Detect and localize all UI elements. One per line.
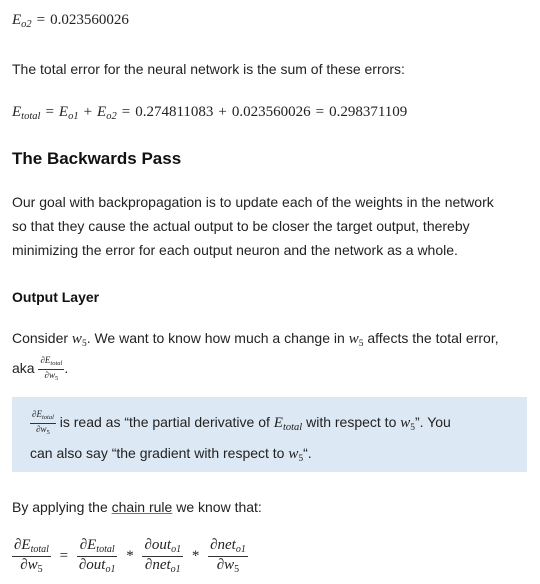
paragraph-line: minimizing the error for each output neuron and the network as a whole.	[12, 242, 458, 258]
math-var: $w_5$	[400, 415, 416, 433]
eq-value: 0.023560026	[50, 12, 129, 28]
fraction-dnet-o1-dw5: $\frac{\partial net_{o1}}{\partial w_5}$	[210, 537, 246, 575]
fraction-de-dw5: $\frac{\partial E_{total}}{\partial w_5}$	[40, 355, 63, 382]
note-callout	[12, 397, 527, 472]
fraction-de-total-dout-o1: $\frac{\partial E_{total}}{\partial out_{o1}}$	[78, 537, 116, 575]
fraction-de-total-dw5: $\frac{\partial E_{total}}{\partial w_5}$	[14, 537, 49, 575]
heading-output-layer: Output Layer	[12, 289, 100, 305]
times-sign: *	[126, 547, 134, 564]
eq-term: E	[97, 104, 107, 120]
eq-var: E	[12, 104, 22, 120]
text-span: we know that:	[172, 499, 262, 515]
eq-result: 0.298371109	[329, 104, 408, 120]
math-var: $w_5$	[71, 331, 87, 349]
eq-var-sub: total	[21, 111, 41, 122]
text-span: affects the total error,	[363, 330, 499, 346]
eq-var: E	[12, 12, 22, 28]
text-span: .	[64, 360, 69, 376]
text-span: aka	[12, 360, 39, 376]
eq-var-sub: o2	[21, 19, 32, 30]
math-var: $E_{total}$	[273, 415, 303, 433]
fraction-de-dw5: $\frac{\partial E_{total}}{\partial w_5}$	[32, 409, 54, 436]
math-var: $w_5$	[348, 331, 364, 349]
equation-e-total: $E_{total} = E_{o1} + E_{o2} = 0.274811083 + 0.023560026 = 0.298371109$	[12, 104, 408, 122]
paragraph-chain-rule	[12, 495, 528, 519]
chain-rule-link[interactable]: chain rule	[111, 499, 173, 515]
text-span: . We want to know how much a change in	[86, 330, 349, 346]
eq-value: 0.274811083	[135, 104, 214, 120]
paragraph-line: Our goal with backpropagation is to update each of the weights in the network	[12, 194, 494, 210]
math-var: $w_5$	[288, 446, 304, 464]
equals-sign: =	[59, 547, 69, 564]
paragraph-consider	[12, 326, 528, 382]
text-span: Consider	[12, 330, 72, 346]
note-text: $\frac{\partial E_{total}}{\partial w_5}$ is read as “the partial derivative of $E_{total}$ with respect to $w_5$”. You can also say “the gradient with respect to $w_5“$.	[30, 409, 451, 464]
eq-term-sub: o1	[68, 111, 79, 122]
eq-term-sub: o2	[106, 111, 117, 122]
fraction-dout-o1-dnet-o1: $\frac{\partial out_{o1}}{\partial net_{o1}}$	[144, 537, 182, 575]
eq-term: E	[58, 104, 69, 120]
heading-backwards-pass: The Backwards Pass	[12, 149, 182, 168]
paragraph-total-error: The total error for the neural network is the sum of these errors:	[12, 61, 405, 77]
paragraph-line: so that they cause the actual output to be closer the target output, thereby	[12, 218, 470, 234]
eq-value: 0.023560026	[231, 104, 311, 120]
equation-chain-rule	[12, 538, 528, 575]
paragraph-goal	[12, 190, 528, 262]
text-span: By applying the	[12, 499, 112, 515]
times-sign: *	[191, 547, 200, 564]
equation-e-o2: $E_{o2} = 0.023560026$	[12, 12, 129, 30]
